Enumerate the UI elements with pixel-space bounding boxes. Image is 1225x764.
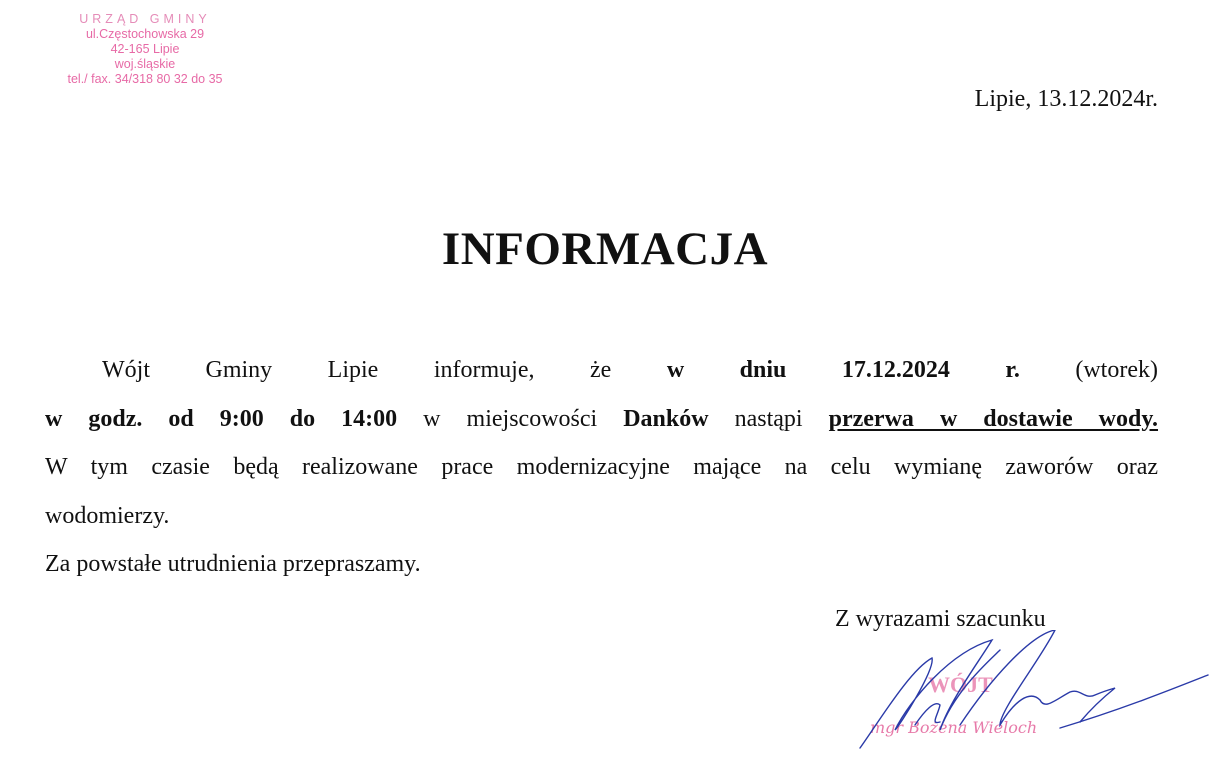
signature-stamp-title: WÓJT xyxy=(928,672,993,697)
stamp-region: woj.śląskie xyxy=(114,57,176,71)
announcement-paragraph xyxy=(45,346,1158,540)
text: nastąpi xyxy=(708,405,829,432)
office-stamp xyxy=(20,12,270,87)
text: W tym czasie będą realizowane prace modernizacyjne mające na celu wymianę zaworów oraz xyxy=(45,454,1158,480)
hours-emphasis: w godz. od 9:00 do 14:00 xyxy=(45,405,398,432)
text: Wójt Gminy Lipie informuje, że xyxy=(102,357,667,383)
apology-line: Za powstałe utrudnienia przepraszamy. xyxy=(45,551,421,577)
handwritten-signature xyxy=(840,630,1220,760)
text: w miejscowości xyxy=(397,405,624,432)
stamp-phone: tel./ fax. 34/318 80 32 do 35 xyxy=(67,72,223,86)
stamp-office-name: URZĄD GMINY xyxy=(79,12,211,26)
stamp-street: ul.Częstochowska 29 xyxy=(85,27,205,41)
text: (wtorek) xyxy=(1019,357,1158,383)
outage-emphasis: przerwa w dostawie wody. xyxy=(828,405,1159,432)
document-date: Lipie, 13.12.2024r. xyxy=(974,86,1158,112)
location-emphasis: Danków xyxy=(623,405,709,432)
closing-phrase: Z wyrazami szacunku xyxy=(835,606,1046,632)
document-title: INFORMACJA xyxy=(441,223,769,275)
document-body xyxy=(45,346,1158,589)
text: wodomierzy. xyxy=(45,502,170,529)
stamp-postal: 42-165 Lipie xyxy=(110,42,180,56)
signature-stamp-name: mgr Bożena Wieloch xyxy=(870,718,1038,737)
date-emphasis: w dniu 17.12.2024 r. xyxy=(666,357,1020,383)
